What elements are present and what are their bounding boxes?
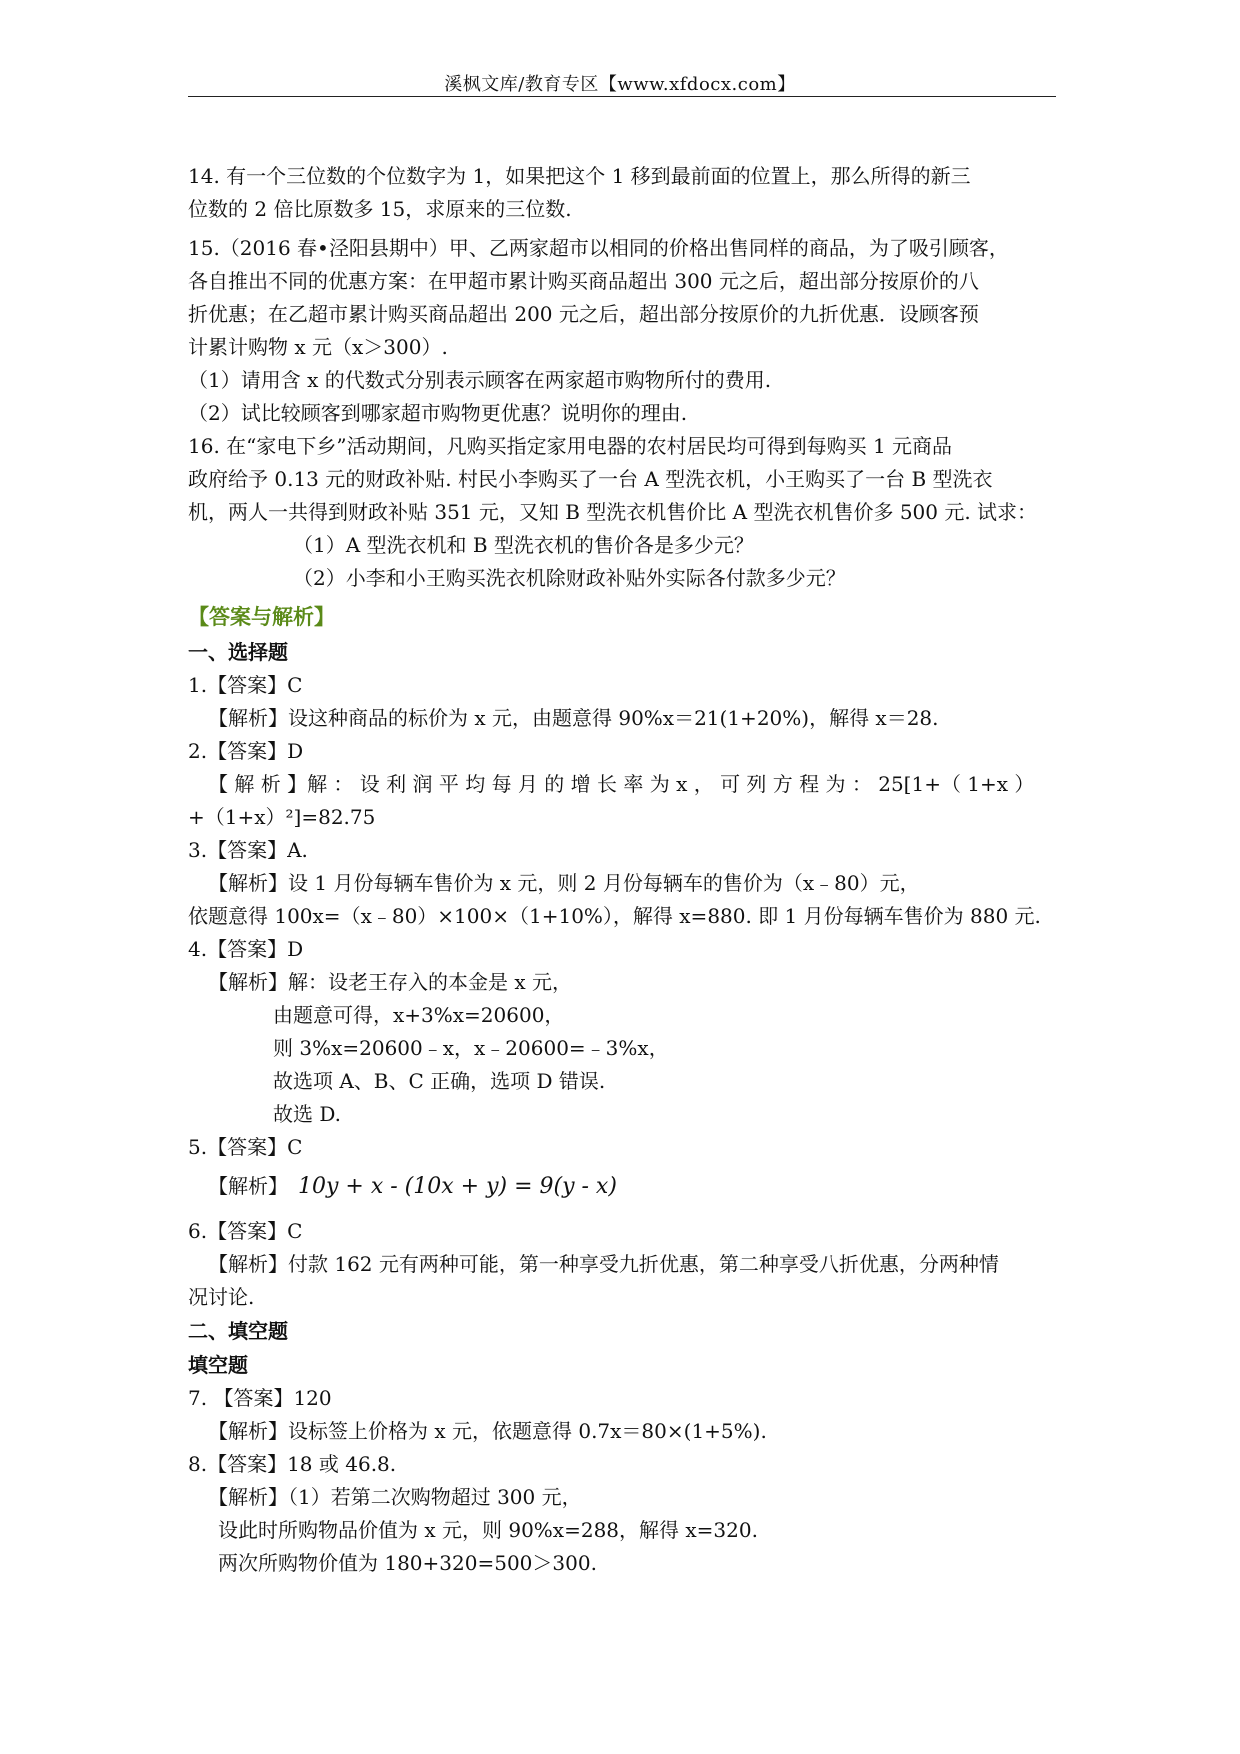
answer-1-explain: 【解析】设这种商品的标价为 x 元，由题意得 90%x＝21(1+20%)，解得 x＝28. bbox=[208, 706, 939, 730]
answer-5-explain-label: 【解析】 bbox=[208, 1174, 288, 1198]
answer-2-explain-line2: +（1+x）²]=82.75 bbox=[188, 805, 376, 829]
question-15 bbox=[188, 232, 1056, 430]
question-14 bbox=[188, 160, 1056, 226]
section-heading-fill: 二、填空题 bbox=[188, 1319, 288, 1343]
page-header: 溪枫文库/教育专区【www.xfdocx.com】 bbox=[444, 74, 796, 95]
question-line: 机，两人一共得到财政补贴 351 元，又知 B 型洗衣机售价比 A 型洗衣机售价多 500 元. 试求： bbox=[188, 500, 1038, 524]
answer-5-formula: 10y + x - (10x + y) = 9(y - x) bbox=[298, 1174, 617, 1199]
question-line: （1）请用含 x 的代数式分别表示顾客在两家超市购物所付的费用. bbox=[188, 368, 772, 392]
answer-2-explain-line1: 【 解 析 】解 ： 设 利 润 平 均 每 月 的 增 长 率 为 x ， 可 列 方 程 为 ： 25[1+（ 1+x ） bbox=[208, 772, 1035, 796]
answer-2-label: 2.【答案】D bbox=[188, 739, 304, 763]
answers-title: 【答案与解析】 bbox=[188, 605, 335, 629]
answer-4-label: 4.【答案】D bbox=[188, 937, 304, 961]
answer-8-explain-line2: 设此时所购物品价值为 x 元，则 90%x=288，解得 x=320. bbox=[218, 1518, 758, 1542]
answer-4-step: 则 3%x=20600﹣x，x﹣20600=﹣3%x， bbox=[273, 1036, 669, 1060]
answer-6-label: 6.【答案】C bbox=[188, 1219, 303, 1243]
answer-5-explain bbox=[188, 1164, 1056, 1209]
answer-6-explain-line2: 况讨论. bbox=[188, 1285, 255, 1309]
answer-4-step: 由题意可得，x+3%x=20600， bbox=[273, 1003, 565, 1027]
question-line: 16. 在“家电下乡”活动期间，凡购买指定家用电器的农村居民均可得到每购买 1 元商品 bbox=[188, 434, 953, 458]
answer-6-explain-line1: 【解析】付款 162 元有两种可能，第一种享受九折优惠，第二种享受八折优惠，分两种情 bbox=[208, 1252, 999, 1276]
document-content bbox=[188, 160, 1056, 1580]
answer-3-explain-line2: 依题意得 100x=（x﹣80）×100×（1+10%），解得 x=880. 即 1 月份每辆车售价为 880 元. bbox=[188, 904, 1041, 928]
answer-3-label: 3.【答案】A. bbox=[188, 838, 308, 862]
answer-8-label: 8.【答案】18 或 46.8. bbox=[188, 1452, 397, 1476]
answer-7-explain: 【解析】设标签上价格为 x 元，依题意得 0.7x＝80×(1+5%). bbox=[208, 1419, 767, 1443]
answer-3-explain-line1: 【解析】设 1 月份每辆车售价为 x 元，则 2 月份每辆车的售价为（x﹣80）元， bbox=[208, 871, 920, 895]
question-line: 折优惠；在乙超市累计购买商品超出 200 元之后，超出部分按原价的九折优惠．设顾客预 bbox=[188, 302, 979, 326]
answer-8-explain-line1: 【解析】（1）若第二次购物超过 300 元， bbox=[208, 1485, 582, 1509]
answer-4-step: 故选项 A、B、C 正确，选项 D 错误. bbox=[273, 1069, 606, 1093]
question-line: 位数的 2 倍比原数多 15，求原来的三位数. bbox=[188, 197, 572, 221]
answer-5-label: 5.【答案】C bbox=[188, 1135, 303, 1159]
question-line: 各自推出不同的优惠方案：在甲超市累计购买商品超出 300 元之后，超出部分按原价的八 bbox=[188, 269, 979, 293]
question-subpart: （1）A 型洗衣机和 B 型洗衣机的售价各是多少元？ bbox=[293, 533, 754, 557]
header-rule bbox=[188, 96, 1056, 97]
question-line: 14. 有一个三位数的个位数字为 1，如果把这个 1 移到最前面的位置上，那么所得的新三 bbox=[188, 164, 971, 188]
question-16 bbox=[188, 430, 1056, 595]
answer-7-label: 7. 【答案】120 bbox=[188, 1386, 332, 1410]
answer-4-step: 故选 D. bbox=[273, 1102, 342, 1126]
question-line: 15.（2016 春•泾阳县期中）甲、乙两家超市以相同的价格出售同样的商品，为了吸引顾客， bbox=[188, 236, 1009, 260]
section-subheading-fill: 填空题 bbox=[188, 1353, 248, 1377]
question-line: （2）试比较顾客到哪家超市购物更优惠？说明你的理由. bbox=[188, 401, 688, 425]
answer-4-explain-line1: 【解析】解：设老王存入的本金是 x 元， bbox=[208, 970, 572, 994]
answer-1-label: 1.【答案】C bbox=[188, 673, 303, 697]
question-subpart: （2）小李和小王购买洗衣机除财政补贴外实际各付款多少元？ bbox=[293, 566, 846, 590]
question-line: 计累计购物 x 元（x＞300）. bbox=[188, 335, 448, 359]
section-heading-choice: 一、选择题 bbox=[188, 640, 288, 664]
question-line: 政府给予 0.13 元的财政补贴. 村民小李购买了一台 A 型洗衣机，小王购买了一台 B 型洗衣 bbox=[188, 467, 993, 491]
answer-8-explain-line3: 两次所购物价值为 180+320=500＞300. bbox=[218, 1551, 597, 1575]
